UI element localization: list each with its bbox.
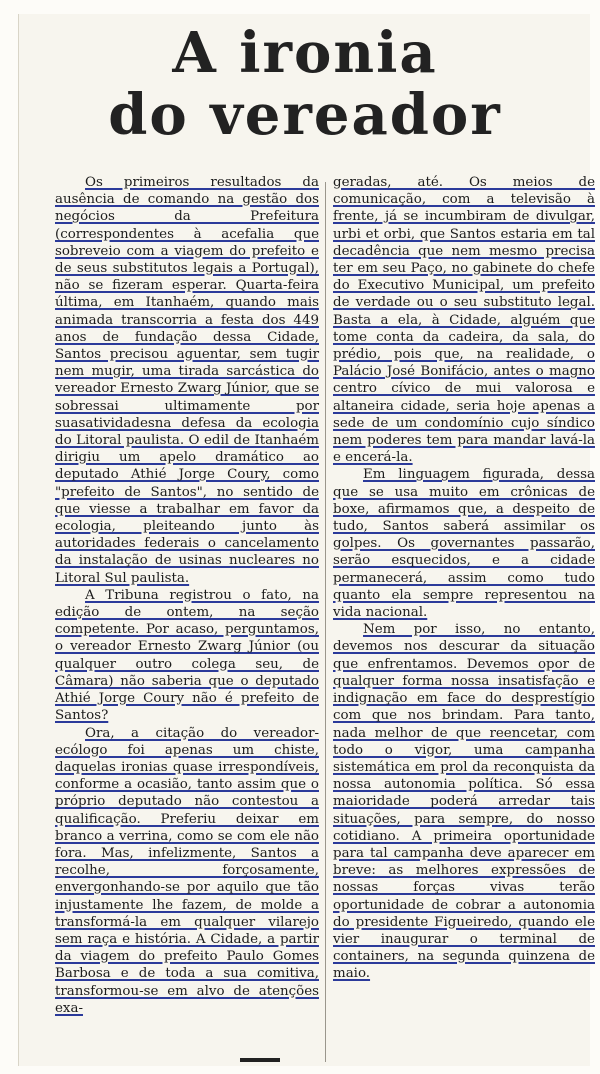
bottom-mark [240, 1058, 280, 1062]
headline-line-2: do vereador [108, 82, 502, 148]
left-column [55, 174, 319, 1017]
headline [19, 22, 591, 146]
column-divider [325, 182, 326, 1062]
paragraph: Em linguagem figurada, dessa que se usa muito em crônicas de boxe, afirmamos que, a despeito de tudo, Santos saberá assimilar os golpes. Os governantes passarão, serão esquecidos, e a cidade permanecerá, assim como tudo quanto ela sempre representou na vida nacional. [333, 467, 595, 621]
paragraph: geradas, até. Os meios de comunicação, com a televisão à frente, já se incumbiram de divulgar, urbi et orbi, que Santos estaria em tal decadência que nem mesmo precisa ter em seu Paço, no gabinete do chefe do Executivo Municipal, um prefeito de verdade ou o seu substituto legal. Basta a ela, à Cidade, alguém que tome conta da cadeira, da sala, do prédio, pois que, na realidade, o Palácio José Bonifácio, antes o magno centro cívico de mui valorosa e altaneira cidade, seria hoje apenas a sede de um condomínio cujo síndico nem poderes tem para mandar lavá-la e encerá-la. [333, 175, 595, 466]
paragraph: A Tribuna registrou o fato, na edição de ontem, na seção competente. Por acaso, perguntamos, o vereador Ernesto Zwarg Júnior (ou qualquer outro colega seu, de Câmara) não saberia que o deputado Athié Jorge Coury não é prefeito de Santos? [55, 587, 319, 724]
paragraph: Ora, a citação do vereador-ecólogo foi apenas um chiste, daquelas ironias quase irrespondíveis, conforme a ocasião, tanto assim que o próprio deputado não contestou a qualificação. Preferiu deixar em branco a verrina, como se com ele não fora. Mas, infelizmente, Santos a recolhe, forçosamente, envergonhando-se por aquilo que tão injustamente lhe fazem, de molde a transformá-la em qualquer vilarejo sem raça e história. A Cidade, a partir da viagem do prefeito Paulo Gomes Barbosa e de toda a sua comitiva, transformou-se em alvo de atenções exa- [55, 725, 319, 1016]
headline-line-1: A ironia [172, 20, 438, 86]
newspaper-clipping [18, 14, 595, 1066]
paragraph: Os primeiros resultados da ausência de comando na gestão dos negócios da Prefeitura (correspondentes à acefalia que sobreveio com a viagem do prefeito e de seus substitutos legais a Portugal), não se fizeram esperar. Quarta-feira última, em Itanhaém, quando mais animada transcorria a festa dos 449 anos de fundação dessa Cidade, Santos precisou aguentar, sem tugir nem mugir, uma tirada sarcástica do vereador Ernesto Zwarg Júnior, que se sobressai ultimamente por suasatividadesna defesa da ecologia do Litoral paulista. O edil de Itanhaém dirigiu um apelo dramático ao deputado Athié Jorge Coury, como "prefeito de Santos", no sentido de que viesse a trabalhar em favor da ecologia, pleiteando junto às autoridades federais o cancelamento da instalação de usinas nucleares no Litoral Sul paulista. [55, 175, 319, 586]
paragraph: Nem por isso, no entanto, devemos nos descurar da situação que enfrentamos. Devemos opor de qualquer forma nossa insatisfação e indignação em face do desprestígio com que nos brindam. Para tanto, nada melhor de que reencetar, com todo o vigor, uma campanha sistemática em prol da reconquista da nossa autonomia política. Só essa maioridade poderá arredar tais situações, para sempre, do nosso cotidiano. A primeira oportunidade para tal campanha deve aparecer em breve: as melhores expressões de nossas forças vivas terão oportunidade de cobrar a autonomia do presidente Figueiredo, quando ele vier inaugurar o terminal de containers, na segunda quinzena de maio. [333, 622, 595, 982]
right-column [333, 174, 595, 983]
